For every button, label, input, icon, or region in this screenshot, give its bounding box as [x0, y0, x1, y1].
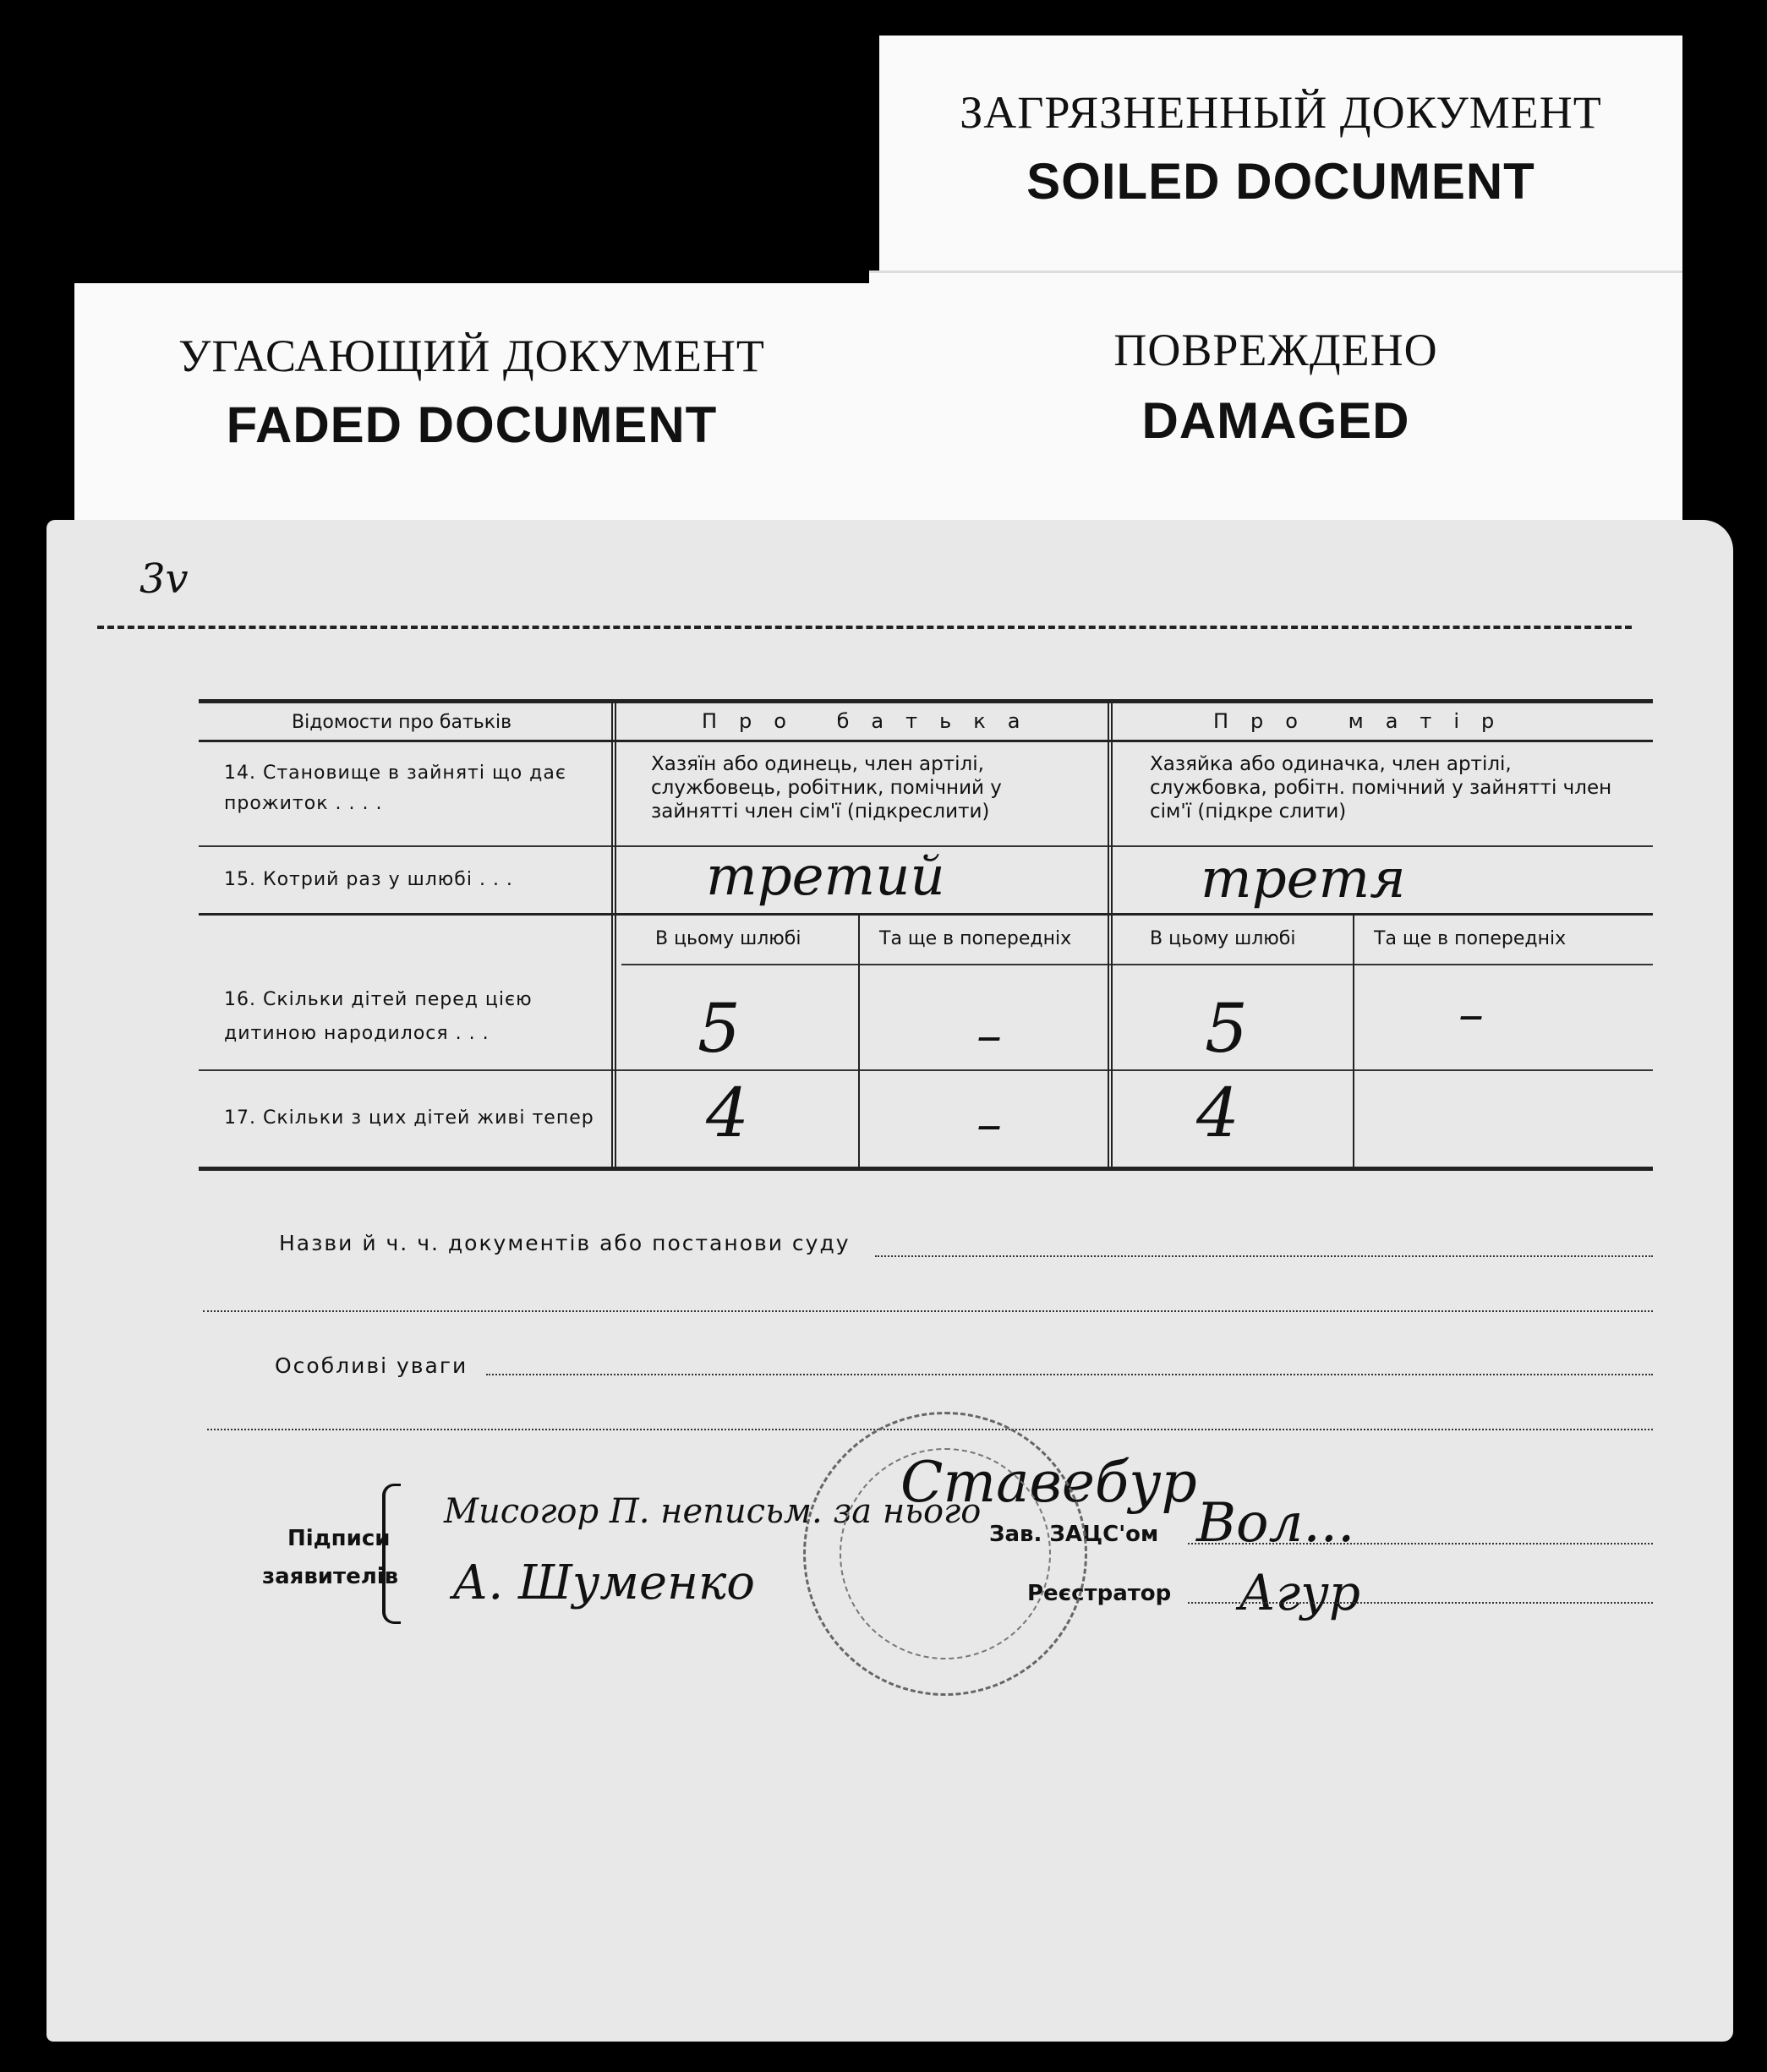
row17-father-prev: – [976, 1095, 1002, 1154]
stamp-signature: Ставебур [900, 1450, 1197, 1515]
documents-dotted-line-2 [203, 1310, 1653, 1312]
table-bottom-border [199, 1167, 1653, 1171]
row16-father-prev: – [976, 1006, 1002, 1065]
head-label: Зав. ЗАЦС'ом [989, 1522, 1159, 1547]
header-mother: Про матір [1213, 709, 1517, 733]
table-divider-middle [1108, 701, 1113, 1168]
damaged-en-label: DAMAGED [1141, 392, 1410, 449]
signature-line-2: А. Шуменко [452, 1555, 756, 1610]
signatures-label-1: Підписи [287, 1526, 391, 1551]
corner-mark: 3v [140, 555, 189, 603]
subheader-border [621, 964, 1653, 965]
row15-label: 15. Котрий раз у шлюбі . . . [224, 869, 513, 890]
head-signature: Вол... [1196, 1492, 1355, 1555]
official-stamp-inner-ring [840, 1448, 1051, 1659]
row16-border [199, 1069, 1653, 1071]
row15-father-handwritten: третий [706, 845, 945, 908]
row15-mother-handwritten: третя [1201, 848, 1406, 910]
sub-this-marriage-mother: В цьому шлюбі [1150, 928, 1296, 949]
table-top-border [199, 699, 1653, 703]
notes-dotted-line [486, 1374, 1653, 1375]
faded-ru-label: УГАСАЮЩИЙ ДОКУМЕНТ [178, 331, 765, 381]
row17-father-this: 4 [706, 1074, 749, 1152]
row16-label: 16. Скільки дітей перед цією дитиною народилося . . . [224, 989, 533, 1044]
table-divider-left [611, 701, 616, 1168]
row16-father-this: 5 [698, 989, 741, 1068]
row17-label: 17. Скільки з цих дітей живі тепер [224, 1107, 594, 1129]
row14-mother: Хазяйка або одиначка, член артілі, службовка, робітн. помічний у зайнятті член сім'ї (підкре слити) [1150, 753, 1612, 823]
documents-dotted-line [875, 1255, 1653, 1257]
row17-mother-this: 4 [1196, 1074, 1239, 1152]
notes-label: Особливі уваги [275, 1353, 468, 1378]
damaged-ru-label: ПОВРЕЖДЕНО [1113, 325, 1438, 375]
soiled-ru-label: ЗАГРЯЗНЕННЫЙ ДОКУМЕНТ [960, 87, 1602, 138]
registrar-label: Реєстратор [1027, 1581, 1172, 1606]
father-sub-divider [858, 913, 860, 1167]
row15-border [199, 913, 1653, 916]
documents-label: Назви й ч. ч. документів або постанови суду [279, 1231, 851, 1255]
damaged-card [869, 271, 1682, 535]
sub-previous-mother: Та ще в попередніх [1374, 928, 1567, 949]
tear-line [97, 626, 1632, 629]
registrar-dotted-line [1188, 1602, 1653, 1604]
signature-line-1: Мисогор П. неписьм. за нього [444, 1492, 982, 1531]
head-dotted-line [1188, 1543, 1653, 1544]
row16-mother-this: 5 [1205, 989, 1248, 1068]
sub-previous-father: Та ще в попередніх [879, 928, 1072, 949]
mother-sub-divider [1353, 913, 1354, 1167]
soiled-document-card [879, 36, 1682, 272]
faded-en-label: FADED DOCUMENT [226, 396, 718, 453]
header-father: Про батька [702, 709, 1042, 733]
sub-this-marriage-father: В цьому шлюбі [655, 928, 801, 949]
registrar-signature: Агур [1239, 1564, 1361, 1621]
official-stamp [803, 1412, 1087, 1696]
signatures-label-2: заявителів [262, 1564, 399, 1589]
header-left: Відомости про батьків [292, 712, 512, 733]
row16-mother-prev: – [1458, 985, 1484, 1044]
document-sheet [46, 520, 1733, 2042]
soiled-en-label: SOILED DOCUMENT [1026, 153, 1535, 210]
row14-father: Хазяїн або одинець, член артілі, службовець, робітник, помічний у зайнятті член сім'ї (підкреслити) [651, 753, 1002, 823]
row14-label: 14. Становище в зайняті що дає прожиток . . . . [224, 763, 566, 814]
table-header-border [199, 740, 1653, 742]
signatures-bracket [382, 1484, 401, 1624]
faded-document-card [74, 283, 869, 524]
